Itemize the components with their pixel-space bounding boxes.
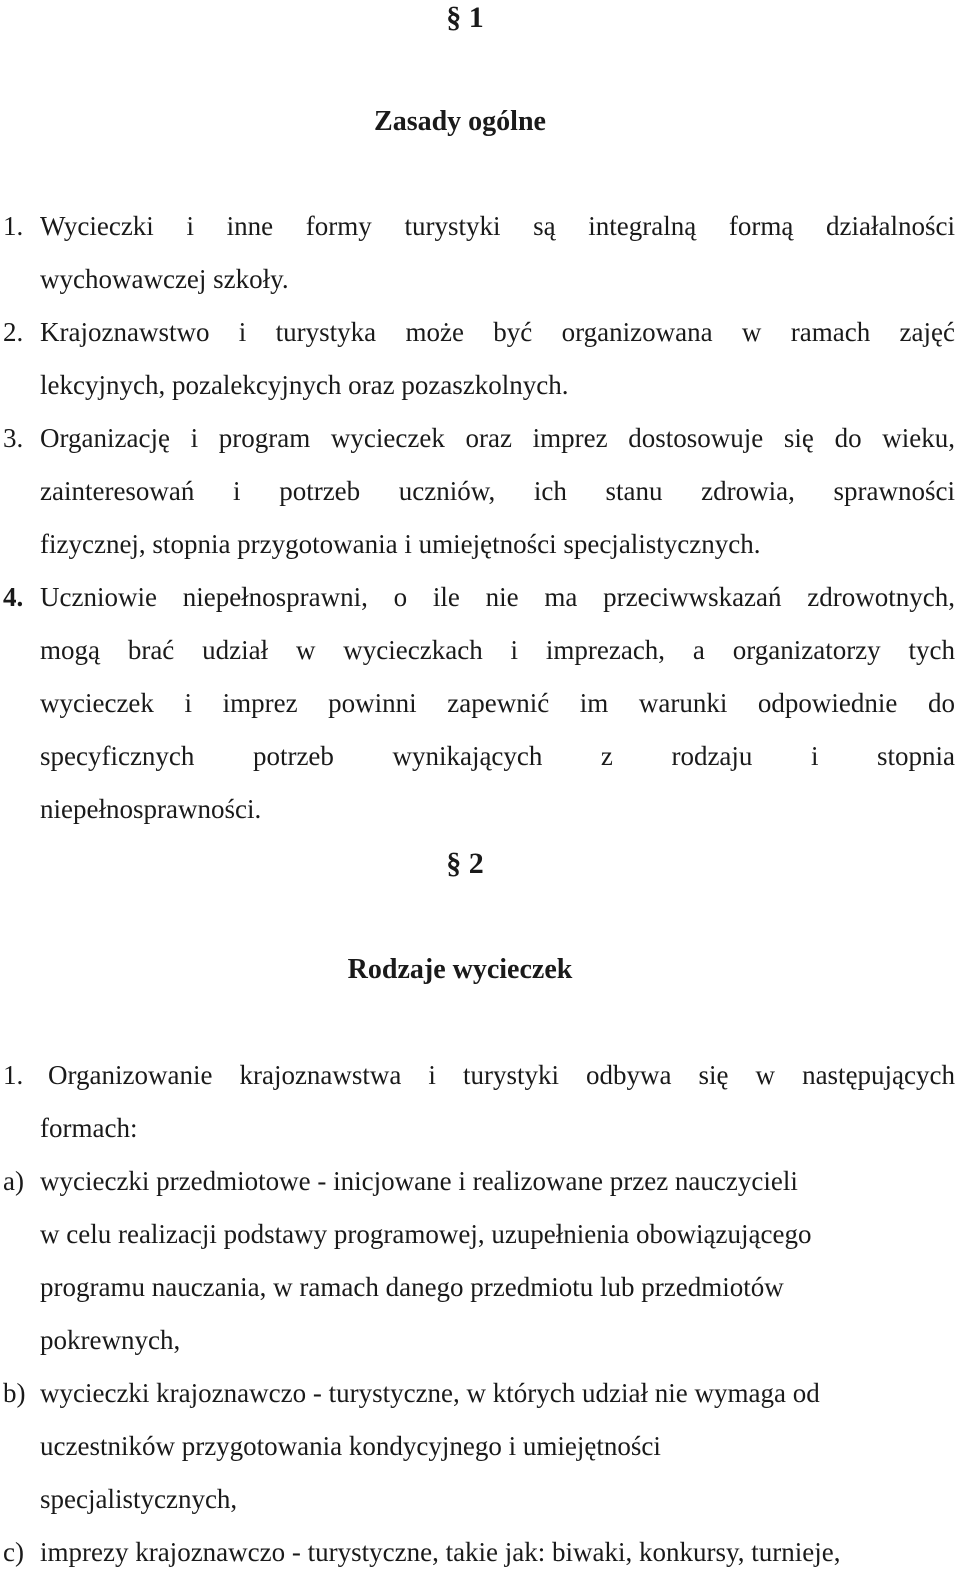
section-title-1: Zasady ogólne — [374, 106, 546, 137]
form-letter: b) — [3, 1378, 26, 1408]
form-line: wycieczki przedmiotowe - inicjowane i realizowane przez nauczycieli — [40, 1166, 798, 1196]
item-line: formach: — [40, 1113, 138, 1143]
item-line: fizycznej, stopnia przygotowania i umiejętności specjalistycznych. — [40, 529, 761, 559]
section-sign-1: § 1 — [446, 1, 484, 34]
form-letter: c) — [3, 1537, 24, 1567]
form-line: uczestników przygotowania kondycyjnego i umiejętności — [40, 1431, 661, 1461]
item-line: lekcyjnych, pozalekcyjnych oraz pozaszkolnych. — [40, 370, 569, 400]
item-line: Uczniowie niepełnosprawni, o ile nie ma przeciwwskazań zdrowotnych, — [40, 582, 955, 612]
item-number: 3. — [3, 423, 24, 453]
item-line: wychowawczej szkoły. — [40, 264, 289, 294]
item-number: 1. — [3, 211, 24, 241]
form-line: programu nauczania, w ramach danego przedmiotu lub przedmiotów — [40, 1272, 784, 1302]
item-number: 1. — [3, 1060, 24, 1090]
form-line: imprezy krajoznawczo - turystyczne, takie jak: biwaki, konkursy, turnieje, — [40, 1537, 841, 1567]
item-line: wycieczek i imprez powinni zapewnić im warunki odpowiednie do — [40, 688, 955, 718]
item-line: Krajoznawstwo i turystyka może być organizowana w ramach zajęć — [40, 317, 955, 347]
form-line: pokrewnych, — [40, 1325, 181, 1355]
item-number: 2. — [3, 317, 24, 347]
form-line: w celu realizacji podstawy programowej, uzupełnienia obowiązującego — [40, 1219, 812, 1249]
item-line: Organizowanie krajoznawstwa i turystyki odbywa się w następujących — [48, 1060, 955, 1090]
form-line: wycieczki krajoznawczo - turystyczne, w których udział nie wymaga od — [40, 1378, 820, 1408]
item-line: mogą brać udział w wycieczkach i imprezach, a organizatorzy tych — [40, 635, 955, 665]
item-line: zainteresowań i potrzeb uczniów, ich stanu zdrowia, sprawności — [40, 476, 955, 506]
item-line: Wycieczki i inne formy turystyki są integralną formą działalności — [40, 211, 955, 241]
item-line: Organizację i program wycieczek oraz imprez dostosowuje się do wieku, — [40, 423, 955, 453]
section-title-2: Rodzaje wycieczek — [347, 954, 573, 985]
section-sign-2: § 2 — [446, 847, 484, 880]
item-number: 4. — [3, 582, 24, 612]
form-letter: a) — [3, 1166, 24, 1196]
form-line: specjalistycznych, — [40, 1484, 238, 1514]
item-line: specyficznych potrzeb wynikających z rodzaju i stopnia — [40, 741, 955, 771]
item-line: niepełnosprawności. — [40, 794, 262, 824]
